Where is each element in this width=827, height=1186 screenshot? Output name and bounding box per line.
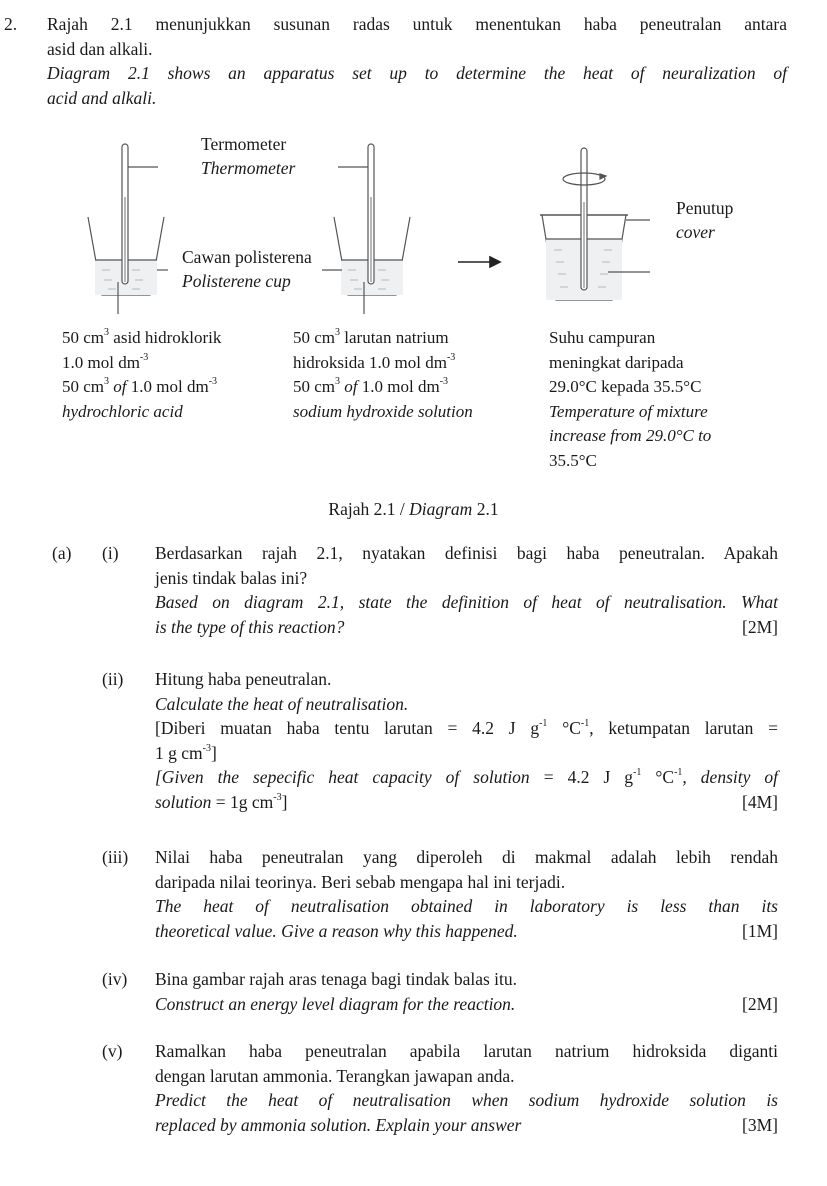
temperature-malay-line: meningkat daripada — [549, 352, 684, 372]
marks-badge: [2M] — [742, 616, 778, 637]
question-number: 2. — [4, 14, 18, 34]
given-text: ] — [281, 791, 288, 812]
part-v-malay-line: dengan larutan ammonia. Terangkan jawapan anda. — [155, 1065, 515, 1086]
question-intro — [47, 12, 787, 110]
part-i-body — [155, 541, 778, 639]
given-text: [Given the sepecific heat capacity of solution — [155, 767, 530, 787]
superscript: -1 — [580, 718, 590, 730]
given-text: solution — [155, 791, 212, 812]
caption-malay: Rajah 2.1 / — [328, 499, 410, 519]
acid-volume: 50 cm — [62, 328, 105, 347]
part-iv-english-line: Construct an energy level diagram for the reaction. — [155, 993, 516, 1014]
part-i-malay-line: Berdasarkan rajah 2.1, nyatakan definisi bagi haba peneutralan. Apakah — [155, 543, 778, 563]
part-ii-malay-line: Hitung haba peneutralan. — [155, 669, 332, 689]
arrow-right-icon — [458, 257, 500, 267]
part-iv-malay-line: Bina gambar rajah aras tenaga bagi tindak balas itu. — [155, 969, 518, 989]
part-v-malay-line: Ramalkan haba peneutralan apabila larutan natrium hidroksida diganti — [155, 1041, 778, 1061]
apparatus-drawing — [80, 132, 780, 322]
given-text: 1 g cm — [155, 742, 203, 763]
acid-name-malay: asid hidroklorik — [109, 328, 222, 347]
given-text: °C — [547, 718, 581, 738]
superscript: 3 — [335, 376, 341, 388]
part-iii-malay-line: Nilai haba peneutralan yang diperoleh di makmal adalah lebih rendah — [155, 847, 778, 867]
marks-badge: [2M] — [742, 993, 778, 1014]
superscript: -3 — [208, 376, 218, 388]
part-iii-english-line: The heat of neutralisation obtained in laboratory is less than its — [155, 896, 778, 916]
part-ii-english-line: Calculate the heat of neutralisation. — [155, 693, 409, 714]
part-v-english-line: replaced by ammonia solution. Explain your answer — [155, 1114, 522, 1135]
part-iii-body — [155, 845, 778, 943]
marks-badge: [3M] — [742, 1114, 778, 1135]
thermometer-icon — [581, 148, 587, 290]
intro-malay-line-1: Rajah 2.1 menunjukkan susunan radas untuk menentukan haba peneutralan antara — [47, 14, 787, 34]
intro-malay-line-2: asid dan alkali. — [47, 38, 153, 59]
given-english-line — [155, 765, 778, 790]
given-malay-line — [155, 716, 778, 741]
temperature-malay-line: 29.0°C kepada 35.5°C — [549, 377, 702, 396]
label-thermometer-english: Thermometer — [201, 158, 296, 178]
given-text: = 4.2 J g — [529, 767, 634, 787]
label-cup-english: Polisterene cup — [182, 271, 291, 291]
part-a-label: (a) — [52, 543, 72, 563]
given-text: [Diberi muatan haba tentu larutan = 4.2 J g — [155, 718, 540, 738]
alkali-concentration: hidroksida 1.0 mol dm — [293, 352, 447, 372]
part-i-english-line: is the type of this reaction? — [155, 616, 345, 637]
part-v-label: (v) — [102, 1041, 123, 1061]
given-text: , density of — [682, 767, 779, 787]
alkali-description — [293, 326, 473, 424]
polystyrene-cup-icon — [322, 217, 410, 314]
part-i-label: (i) — [102, 543, 119, 563]
caption-english: Diagram — [409, 499, 473, 519]
cover-icon — [540, 215, 650, 220]
caption-number: 2.1 — [472, 499, 499, 519]
polystyrene-cup-icon — [542, 215, 650, 300]
part-i-malay-line: jenis tindak balas ini? — [155, 567, 308, 588]
part-ii-label: (ii) — [102, 669, 124, 689]
label-cover-malay: Penutup — [676, 198, 734, 218]
given-text: , ketumpatan larutan = — [589, 718, 778, 738]
alkali-volume: 50 cm — [293, 328, 336, 347]
part-v-body — [155, 1039, 778, 1137]
marks-badge: [1M] — [742, 920, 778, 941]
superscript: -3 — [439, 376, 449, 388]
part-iii-label: (iii) — [102, 847, 129, 867]
superscript: -3 — [139, 351, 149, 363]
superscript: 3 — [104, 327, 110, 339]
alkali-name-malay: larutan natrium — [340, 328, 449, 347]
superscript: 3 — [335, 327, 341, 339]
superscript: 3 — [104, 376, 110, 388]
temperature-english-line: Temperature of mixture — [549, 401, 708, 421]
acid-description — [62, 326, 221, 424]
diagram-caption — [0, 497, 827, 522]
temperature-english-line: 35.5°C — [549, 450, 597, 470]
label-thermometer-malay: Termometer — [201, 134, 287, 154]
acid-volume-english: 50 cm — [62, 377, 105, 396]
part-iv-body — [155, 967, 778, 1016]
marks-badge: [4M] — [742, 791, 778, 812]
temperature-malay-line: Suhu campuran — [549, 328, 656, 347]
superscript: -3 — [446, 351, 456, 363]
of-word: of — [109, 377, 131, 396]
alkali-name-english: sodium hydroxide solution — [293, 401, 473, 421]
superscript: -1 — [539, 718, 548, 730]
superscript: -3 — [273, 791, 282, 803]
part-v-english-line: Predict the heat of neutralisation when sodium hydroxide solution is — [155, 1090, 778, 1110]
part-iii-english-line: theoretical value. Give a reason why this happened. — [155, 920, 518, 941]
superscript: -1 — [633, 767, 642, 779]
given-text: ] — [210, 742, 217, 763]
part-iv-label: (iv) — [102, 969, 128, 989]
label-cup-malay: Cawan polisterena — [182, 247, 312, 267]
alkali-volume-english: 50 cm — [293, 377, 336, 396]
acid-name-english: hydrochloric acid — [62, 401, 183, 421]
label-cover-english: cover — [676, 222, 715, 242]
part-i-english-line: Based on diagram 2.1, state the definition of heat of neutralisation. What — [155, 592, 778, 612]
intro-english-line-2: acid and alkali. — [47, 87, 157, 108]
of-word: of — [340, 377, 362, 396]
given-text: °C — [641, 767, 675, 787]
part-ii-body — [155, 667, 778, 814]
temperature-english-line: increase from 29.0°C to — [549, 426, 712, 445]
superscript: -3 — [202, 742, 211, 754]
acid-concentration: 1.0 mol dm — [62, 352, 140, 372]
superscript: -1 — [674, 767, 683, 779]
given-text: = 1g cm — [211, 791, 274, 812]
intro-english-line-1: Diagram 2.1 shows an apparatus set up to determine the heat of neuralization of — [47, 63, 787, 83]
temperature-description — [549, 326, 711, 473]
part-iii-malay-line: daripada nilai teorinya. Beri sebab mengapa hal ini terjadi. — [155, 871, 566, 892]
apparatus-diagram — [80, 132, 780, 322]
acid-concentration-english: 1.0 mol dm — [130, 377, 209, 396]
alkali-concentration-english: 1.0 mol dm — [361, 377, 440, 396]
